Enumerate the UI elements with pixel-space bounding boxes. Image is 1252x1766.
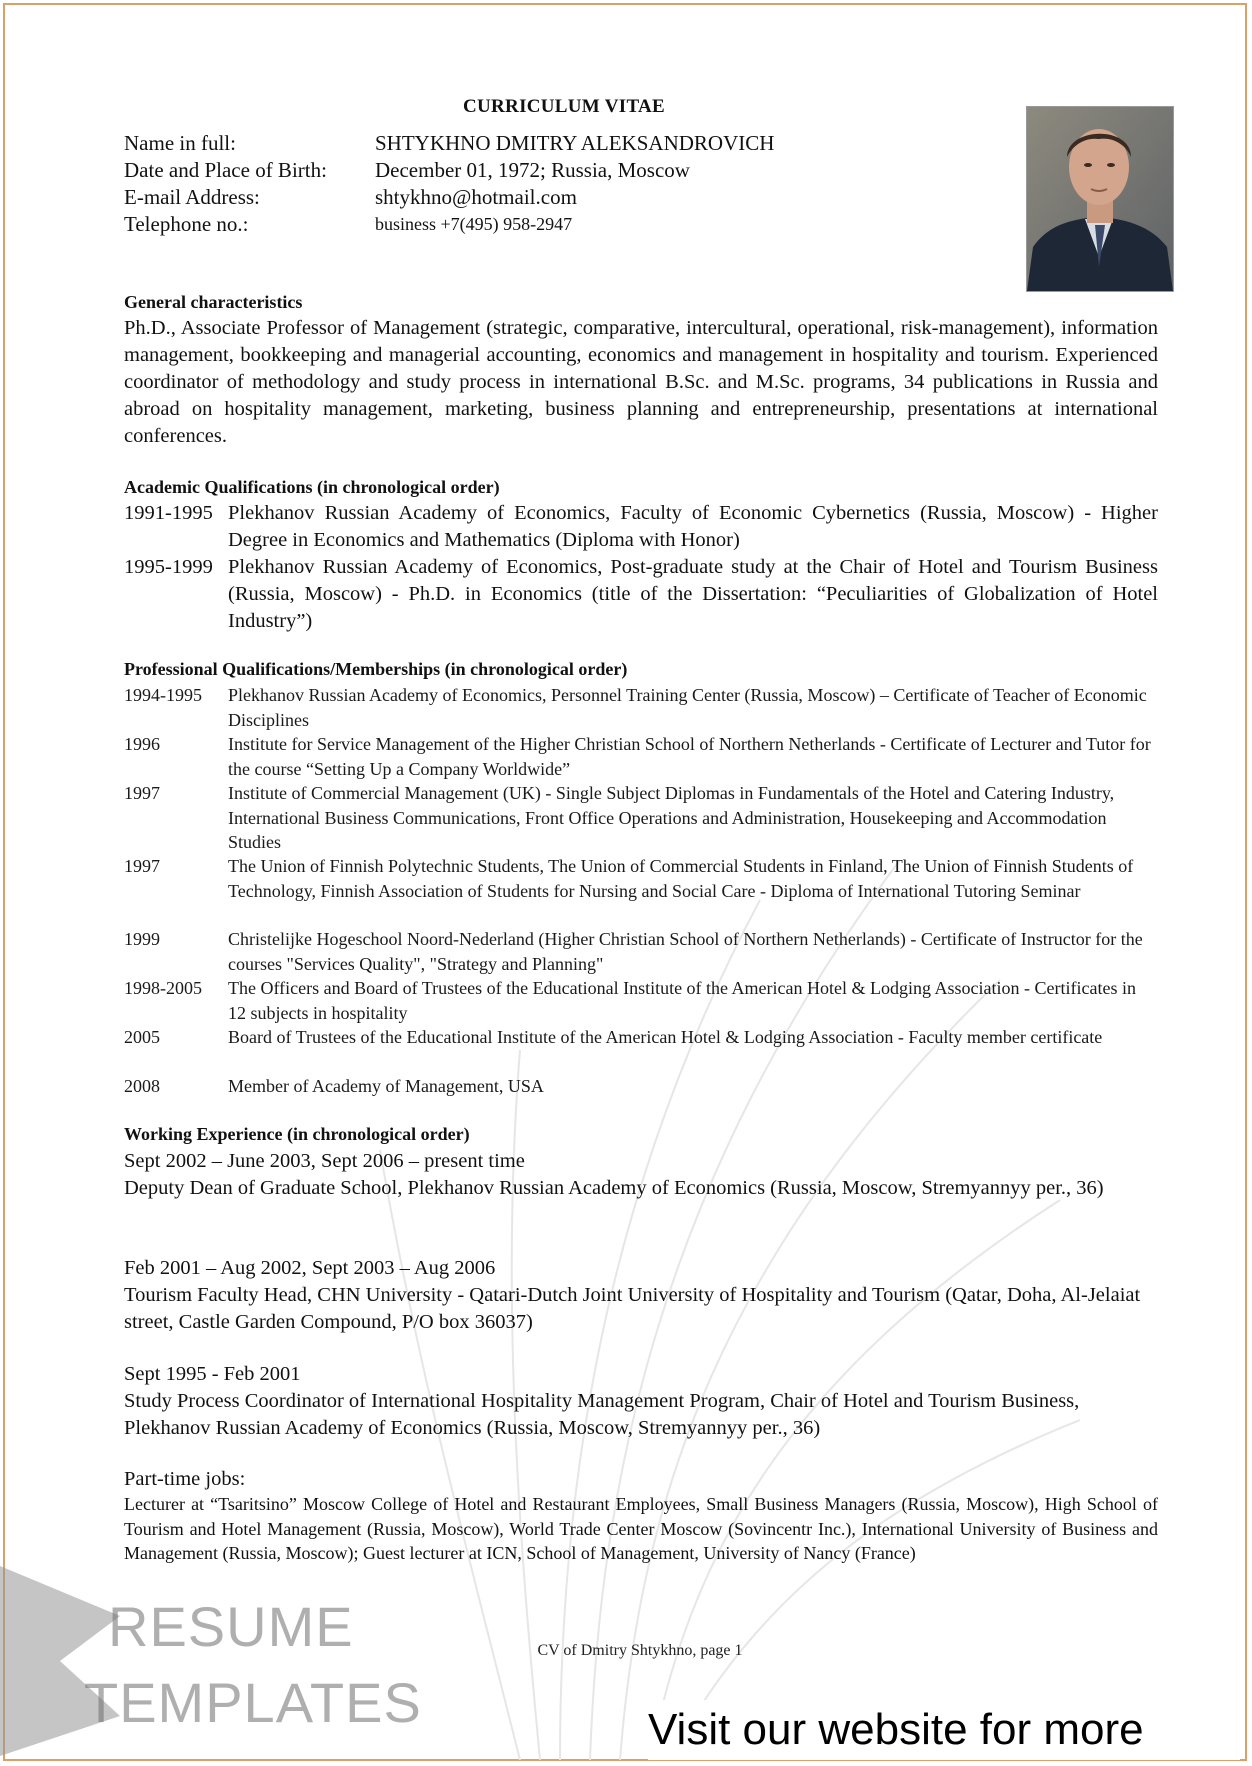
- academic-entry: [124, 554, 1158, 635]
- work-text: Study Process Coordinator of International Hospitality Management Program, Chair of Hotel and Tourism Business, Plekhanov Russian Academy of Economics (Russia, Moscow, Stremyannyy per., 36): [124, 1390, 1080, 1439]
- professional-years: 2008: [124, 1076, 160, 1096]
- work-heading: Working Experience (in chronological order): [124, 1124, 470, 1144]
- professional-text: Institute for Service Management of the Higher Christian School of Northern Netherlands - Certificate of Lecturer and Tutor for the course “Setting Up a Company Worldwide”: [228, 734, 1151, 779]
- professional-text: Member of Academy of Management, USA: [228, 1076, 544, 1096]
- professional-text: Christelijke Hogeschool Noord-Nederland (Higher Christian School of Northern Netherlands) - Certificate of Instructor for the courses "Services Quality", "Strategy and Planning": [228, 929, 1143, 974]
- academic-text: Plekhanov Russian Academy of Economics, Faculty of Economic Cybernetics (Russia, Moscow) - Higher Degree in Economics and Mathematics (Diploma with Honor): [228, 502, 1158, 551]
- academic-entry: [124, 500, 1158, 554]
- brand-resume: RESUME: [108, 1595, 354, 1658]
- phone-value: business +7(495) 958-2947: [375, 214, 573, 234]
- professional-text: The Officers and Board of Trustees of the Educational Institute of the American Hotel & Lodging Association - Certificates in 12 subjects in hospitality: [228, 978, 1136, 1023]
- work-text: Tourism Faculty Head, CHN University - Qatari-Dutch Joint University of Hospitality and Tourism (Qatar, Doha, Al-Jelaiat street, Castle Garden Compound, P/O box 36037): [124, 1284, 1141, 1333]
- parttime-text: Lecturer at “Tsaritsino” Moscow College of Hotel and Restaurant Employees, Small Business Managers (Russia, Moscow), High School of Tourism and Hotel Management (Russia, Moscow), World Trade Center Moscow (Sovincentr Inc.), International University of Business and Management (Russia, Moscow); Guest lecturer at ICN, School of Management, University of Nancy (France): [124, 1494, 1158, 1563]
- document-title: CURRICULUM VITAE: [462, 96, 666, 117]
- professional-text: Board of Trustees of the Educational Institute of the American Hotel & Lodging Association - Faculty member certificate: [228, 1027, 1103, 1047]
- work-period: Feb 2001 – Aug 2002, Sept 2003 – Aug 2006: [124, 1257, 496, 1279]
- general-heading: General characteristics: [124, 292, 303, 312]
- work-period: Sept 1995 - Feb 2001: [124, 1363, 301, 1385]
- name-label: Name in full:: [124, 131, 236, 155]
- parttime-heading: Part-time jobs:: [124, 1468, 246, 1490]
- general-text: Ph.D., Associate Professor of Management (strategic, comparative, intercultural, operational, risk-management), information management, bookkeeping and managerial accounting, economics and management in hospitality and tourism. Experienced coordinator of methodology and study process in international B.Sc. and M.Sc. programs, 34 publications in Russia and abroad on hospitality management, marketing, business planning and entrepreneurship, presentations at international conferences.: [124, 317, 1158, 447]
- page-footer: CV of Dmitry Shtykhno, page 1: [537, 1642, 743, 1659]
- academic-text: Plekhanov Russian Academy of Economics, Post-graduate study at the Chair of Hotel and Tourism Business (Russia, Moscow) - Ph.D. in Economics (title of the Dissertation: “Peculiarities of Globalization of Hotel Industry”): [228, 556, 1158, 632]
- profile-photo: [1026, 106, 1174, 292]
- birth-value: December 01, 1972; Russia, Moscow: [375, 158, 690, 182]
- academic-years: 1995-1999: [124, 556, 213, 578]
- visit-website-link[interactable]: Visit our website for more: [648, 1700, 1240, 1760]
- professional-entry: [124, 1025, 1158, 1050]
- email-label: E-mail Address:: [124, 185, 260, 209]
- professional-text: The Union of Finnish Polytechnic Students, The Union of Commercial Students in Finland, The Union of Finnish Students of Technology, Finnish Association of Students for Nursing and Social Care - Diploma of International Tutoring Seminar: [228, 856, 1134, 901]
- professional-text: Plekhanov Russian Academy of Economics, Personnel Training Center (Russia, Moscow) – Certificate of Teacher of Economic Disciplines: [228, 685, 1147, 730]
- professional-years: 1998-2005: [124, 978, 202, 998]
- professional-heading: Professional Qualifications/Memberships (in chronological order): [124, 659, 628, 679]
- email-value: shtykhno@hotmail.com: [375, 185, 577, 209]
- professional-years: 1997: [124, 856, 160, 876]
- professional-entry: [124, 976, 1158, 1025]
- professional-years: 2005: [124, 1027, 160, 1047]
- professional-entry: [124, 732, 1158, 781]
- brand-templates: TEMPLATES: [84, 1671, 422, 1734]
- professional-years: 1994-1995: [124, 685, 202, 705]
- academic-heading: Academic Qualifications (in chronological order): [124, 477, 500, 497]
- professional-entry: [124, 1074, 1158, 1099]
- birth-label: Date and Place of Birth:: [124, 158, 327, 182]
- professional-years: 1999: [124, 929, 160, 949]
- work-text: Deputy Dean of Graduate School, Plekhanov Russian Academy of Economics (Russia, Moscow, Stremyannyy per., 36): [124, 1177, 1104, 1199]
- professional-years: 1996: [124, 734, 160, 754]
- work-period: Sept 2002 – June 2003, Sept 2006 – present time: [124, 1150, 525, 1172]
- professional-entry: [124, 683, 1158, 732]
- professional-entry: [124, 854, 1158, 903]
- professional-entry: [124, 927, 1158, 976]
- professional-years: 1997: [124, 783, 160, 803]
- academic-years: 1991-1995: [124, 502, 213, 524]
- professional-text: Institute of Commercial Management (UK) - Single Subject Diplomas in Fundamentals of the Hotel and Catering Industry, International Business Communications, Front Office Operations and Administration, Housekeeping and Accommodation Studies: [228, 783, 1115, 852]
- name-value: SHTYKHNO DMITRY ALEKSANDROVICH: [375, 131, 775, 155]
- professional-entry: [124, 781, 1158, 855]
- phone-label: Telephone no.:: [124, 212, 249, 236]
